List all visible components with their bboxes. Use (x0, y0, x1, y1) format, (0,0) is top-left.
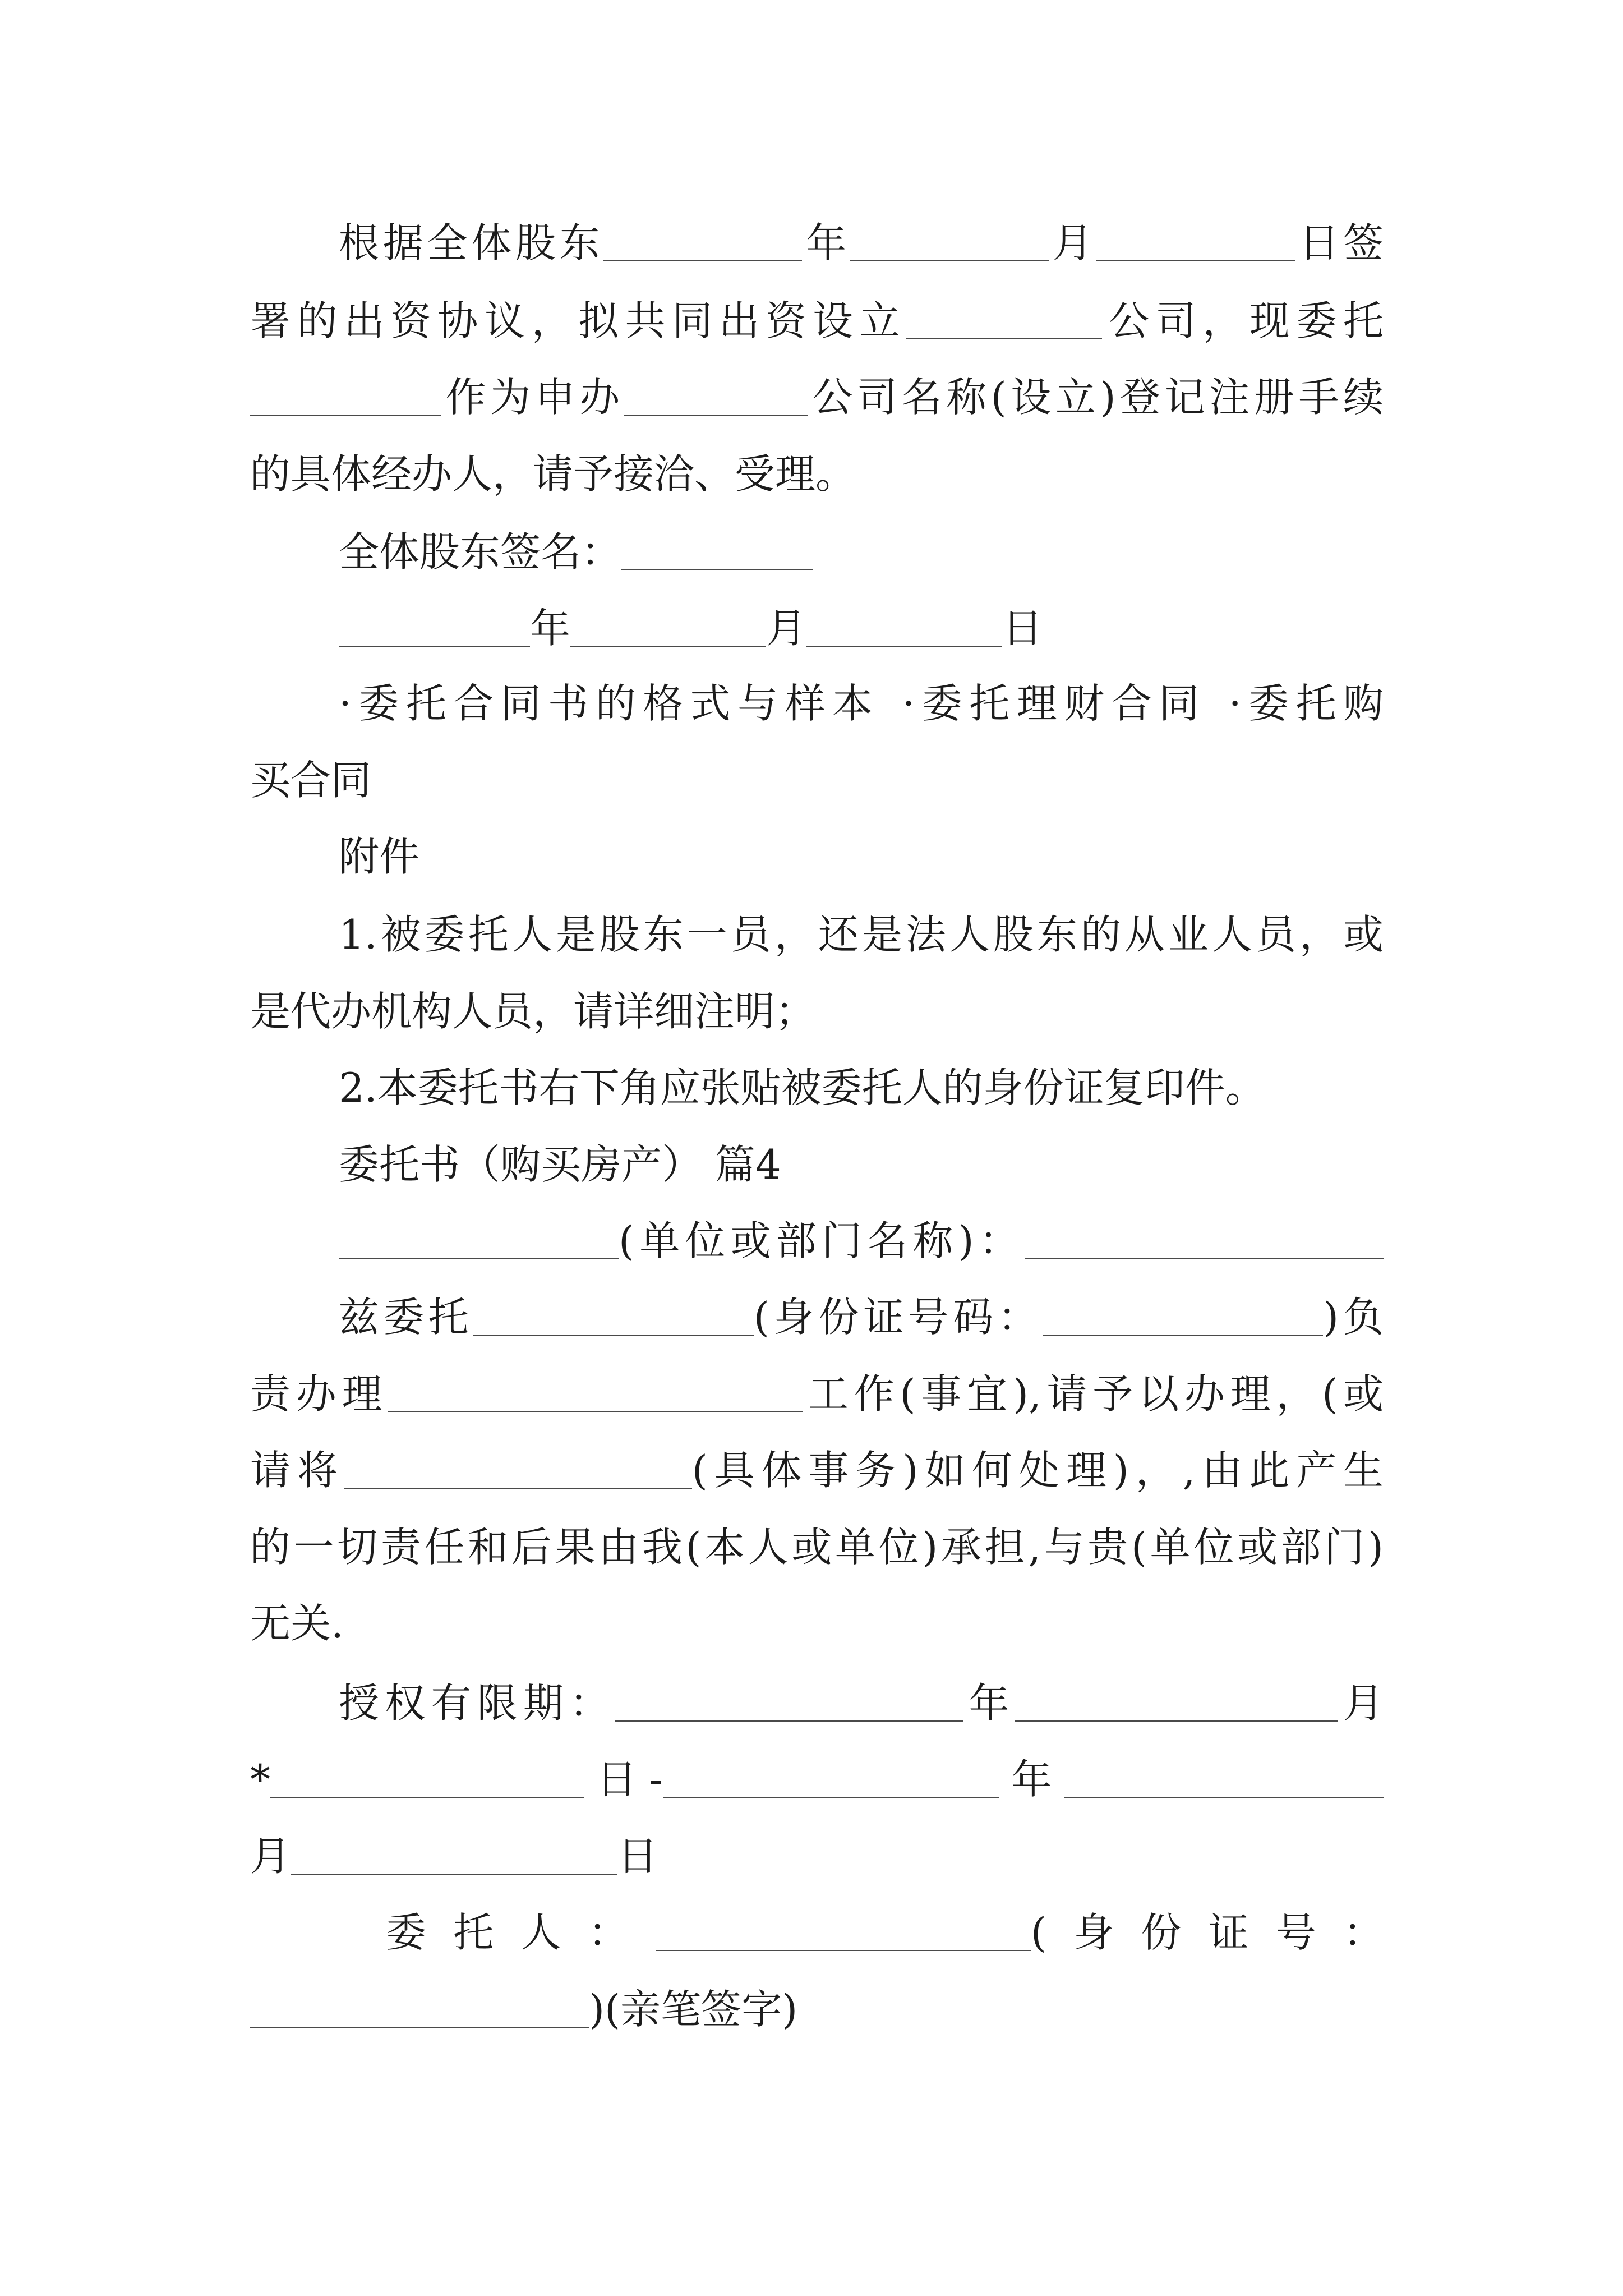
validity-period-line (250, 1741, 1384, 1818)
attachment-heading (339, 818, 1384, 895)
blank-field (624, 409, 808, 416)
blank-field (1043, 1329, 1323, 1336)
blank-field (1015, 1715, 1338, 1722)
paragraph-line (339, 896, 1384, 973)
text-segment: 买合同 (250, 757, 372, 804)
text-segment: 责办理 (250, 1370, 388, 1418)
text-segment: 作为申办 (441, 374, 624, 421)
blank-field (663, 1791, 999, 1798)
text-segment: 年 (963, 1680, 1015, 1727)
text-segment: 月 (1337, 1680, 1384, 1727)
section-title (339, 1126, 1384, 1203)
paragraph-line (250, 436, 1384, 513)
text-segment: (身份证号码： (753, 1294, 1043, 1341)
validity-period-line (250, 1818, 1384, 1895)
paragraph-line (250, 973, 1384, 1050)
addressee-line (339, 1203, 1384, 1280)
paragraph-line (250, 1432, 1384, 1509)
text-segment: (具体事务)如何处理)，,由此产生 (691, 1447, 1384, 1494)
principal-line (386, 1894, 1384, 1971)
date-line (339, 590, 1384, 667)
related-item: ·委托合同书的格式与样本 (339, 680, 880, 727)
blank-field (806, 640, 1002, 647)
validity-period-line (339, 1665, 1384, 1742)
paragraph-line (250, 359, 1384, 436)
paragraph-line (250, 742, 1384, 819)
paragraph-line (339, 1050, 1384, 1126)
paragraph-line (339, 205, 1384, 282)
text-segment: 月 (1048, 219, 1097, 266)
blank-field (906, 333, 1102, 339)
blank-field (621, 564, 813, 570)
text-segment: 公司名称(设立)登记注册手续 (808, 374, 1384, 421)
text-segment: 日签 (1295, 219, 1384, 266)
text-segment: 1.被委托人是股东一员，还是法人股东的从业人员，或 (339, 911, 1384, 958)
text-segment: 年 (530, 605, 571, 652)
text-segment: 署的出资协议，拟共同出资设立 (250, 297, 907, 344)
text-segment: 的一切责任和后果由我(本人或单位)承担,与贵(单位或部门) (250, 1524, 1384, 1571)
blank-field (339, 640, 530, 647)
blank-field (850, 255, 1049, 261)
paragraph-line (339, 1279, 1384, 1356)
blank-field (388, 1406, 803, 1412)
id-number-label: (身份证号： (1030, 1909, 1384, 1956)
text-segment: (单位或部门名称)： (619, 1217, 1025, 1264)
blank-field (344, 1482, 692, 1489)
signature-label: 全体股东签名： (339, 528, 622, 576)
blank-field (615, 1715, 963, 1722)
related-items-line (339, 665, 1384, 742)
related-item: ·委托理财合同 (902, 680, 1206, 727)
text-segment: 月 (766, 605, 807, 652)
blank-field (250, 409, 441, 416)
blank-field (291, 1868, 617, 1875)
related-item: ·委托购 (1228, 680, 1384, 727)
blank-field (603, 255, 802, 261)
text-segment: 日 (1002, 605, 1043, 652)
text-segment: 年 (802, 219, 850, 266)
blank-field (570, 640, 766, 647)
principal-label: 委托人： (386, 1909, 656, 1956)
text-segment: 的具体经办人，请予接洽、受理。 (250, 450, 856, 498)
text-segment: 公司，现委托 (1102, 297, 1384, 344)
text-segment: * (250, 1756, 270, 1803)
text-segment: 请将 (250, 1447, 344, 1494)
text-segment: 授权有限期： (339, 1680, 616, 1727)
text-segment: 兹委托 (339, 1294, 473, 1341)
text-segment: 月 (250, 1833, 291, 1880)
text-segment: 2.本委托书右下角应张贴被委托人的身份证复印件。 (339, 1064, 1266, 1111)
paragraph-line (250, 1356, 1384, 1433)
blank-field (270, 1791, 584, 1798)
signature-note: )(亲笔签字) (589, 1986, 798, 2033)
text-segment: 工作(事宜),请予以办理，(或 (803, 1370, 1384, 1418)
blank-field (473, 1329, 754, 1336)
paragraph-line (250, 1509, 1384, 1586)
text-segment: )负 (1323, 1294, 1384, 1341)
text-segment: 是代办机构人员，请详细注明； (250, 988, 816, 1035)
text-segment: 年 (999, 1756, 1064, 1803)
paragraph-line (250, 283, 1384, 360)
text-segment: 委托书（购买房产） 篇4 (339, 1141, 781, 1188)
blank-field (1064, 1791, 1384, 1798)
blank-field (656, 1944, 1031, 1951)
paragraph-line (250, 1585, 1384, 1662)
blank-field (250, 2021, 589, 2028)
text-segment: 日- (584, 1756, 663, 1803)
text-segment: 日 (617, 1833, 658, 1880)
text-segment: 无关. (250, 1600, 344, 1647)
text-segment: 附件 (339, 833, 420, 880)
blank-field (1025, 1253, 1384, 1259)
text-segment: 根据全体股东 (339, 219, 604, 266)
principal-line (250, 1971, 1384, 2048)
signature-line (339, 514, 1384, 591)
blank-field (1096, 255, 1295, 261)
blank-field (339, 1253, 619, 1259)
